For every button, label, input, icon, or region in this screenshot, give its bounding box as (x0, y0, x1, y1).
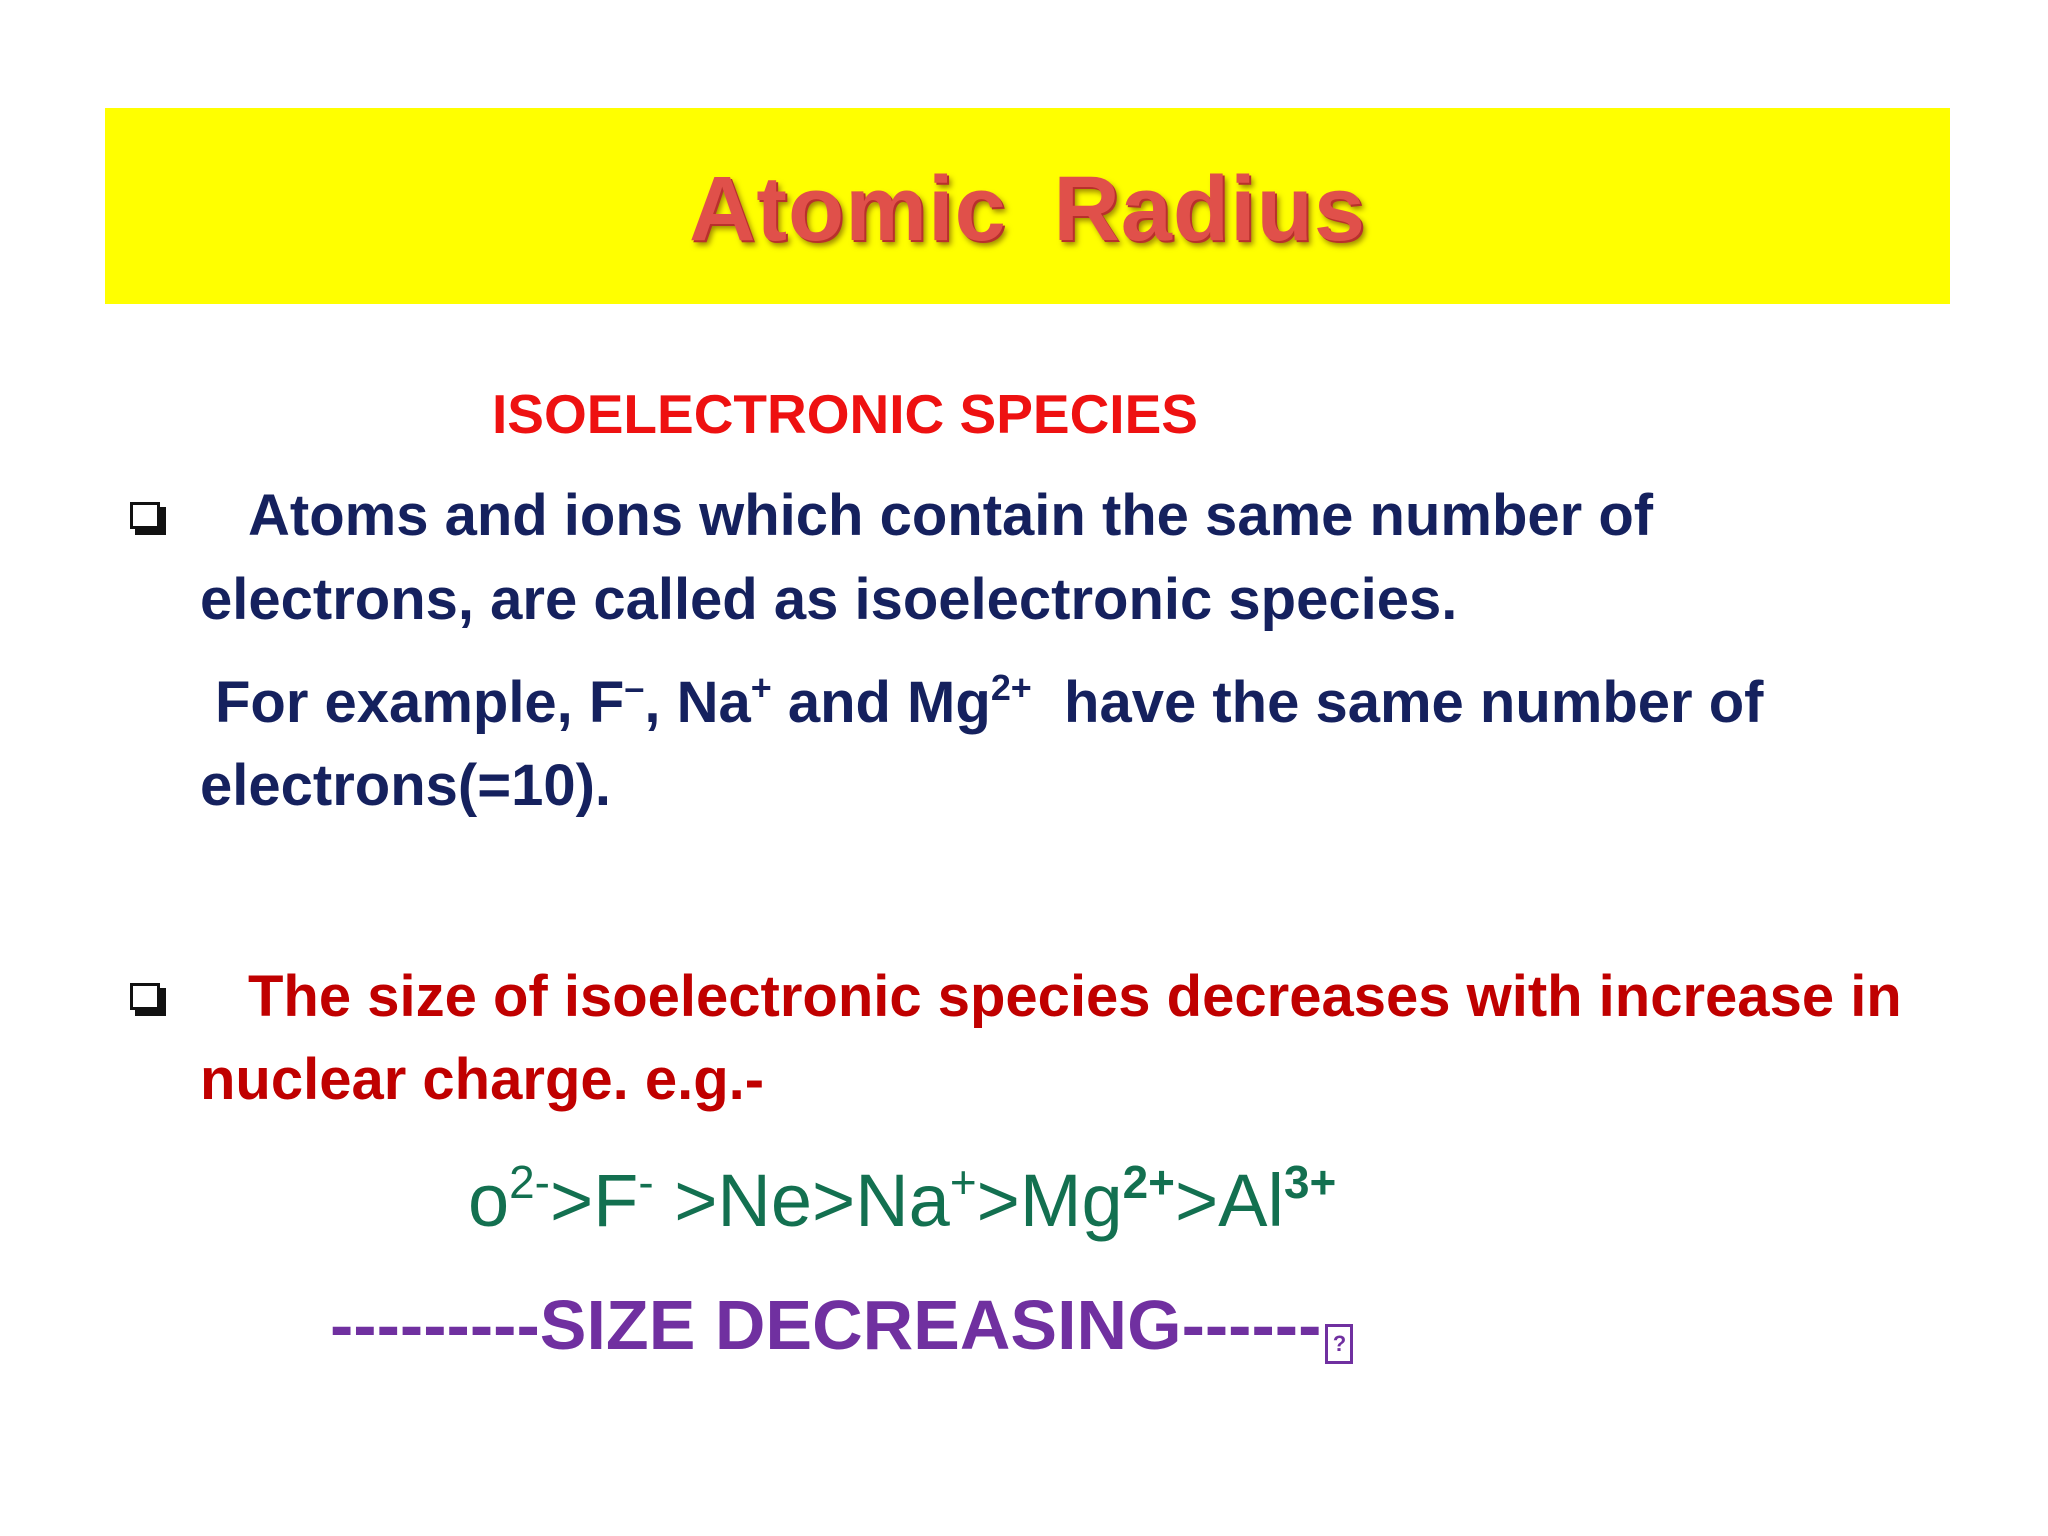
square-bullet-icon (130, 983, 168, 1016)
series-magnesium: >Mg (976, 1159, 1123, 1242)
bullet-2-line-1: The size of isoelectronic species decreases with increase in (248, 964, 1902, 1029)
example-sep-2: and Mg (771, 670, 991, 735)
example-line-2: electrons(=10). (200, 753, 612, 818)
size-decreasing-label (330, 1285, 1353, 1365)
series-fluoride: >F (549, 1159, 639, 1242)
series-sodium-charge: + (949, 1155, 977, 1208)
ion-size-series (468, 1155, 1337, 1243)
series-fluoride-charge: - (638, 1155, 654, 1208)
series-aluminium-charge: 3+ (1283, 1155, 1337, 1208)
size-decreasing-text: SIZE DECREASING (539, 1286, 1182, 1364)
series-oxide-charge: 2- (509, 1155, 550, 1208)
series-magnesium-charge: 2+ (1122, 1155, 1175, 1208)
left-dashes: --------- (330, 1286, 540, 1364)
square-bullet-icon (130, 502, 168, 535)
series-neon-sodium: >Ne>Na (653, 1159, 950, 1242)
missing-glyph-icon: ? (1325, 1324, 1353, 1364)
example-prefix: For example, F (215, 670, 625, 735)
right-dashes: ------ (1181, 1286, 1322, 1364)
series-oxide: o (468, 1159, 510, 1242)
bullet-1-line-1: Atoms and ions which contain the same number of (248, 483, 1654, 548)
slide-title: Atomic Radius (688, 157, 1367, 260)
title-banner (105, 108, 1950, 304)
magnesium-charge: 2+ (990, 666, 1032, 708)
fluoride-charge: – (624, 666, 645, 708)
example-line-1 (215, 666, 1764, 736)
example-suffix: have the same number of (1031, 670, 1764, 735)
example-sep-1: , Na (644, 670, 751, 735)
series-aluminium: >Al (1174, 1159, 1284, 1242)
bullet-2-line-2: nuclear charge. e.g.- (200, 1047, 765, 1112)
bullet-1-line-2: electrons, are called as isoelectronic species. (200, 567, 1458, 632)
section-heading: ISOELECTRONIC SPECIES (492, 383, 1198, 445)
sodium-charge: + (750, 666, 772, 708)
